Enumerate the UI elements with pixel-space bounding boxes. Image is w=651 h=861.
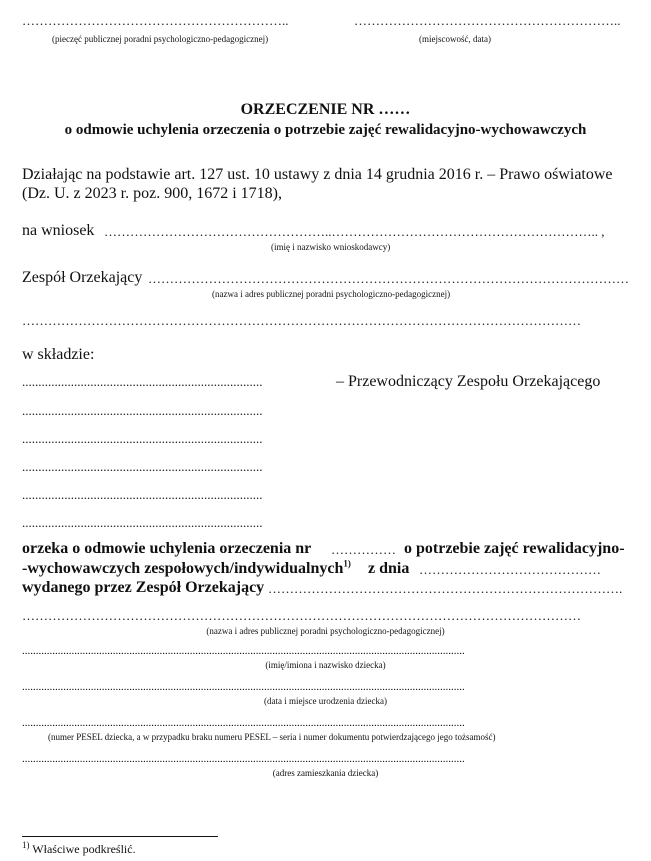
field-dots: ………………………………………………………………………………………………………………… [22, 608, 581, 623]
field-caption: (numer PESEL dziecka, a w przypadku braku numeru PESEL – seria i numer dokumentu potwierdzającego jego tożsamość) [48, 732, 496, 742]
member-dots: .......................................................................... [22, 487, 263, 502]
place-date-dots: …………………………………………………….. [354, 13, 621, 28]
footnote-text: Właściwe podkreślić. [32, 842, 136, 856]
request-label: na wniosek [22, 222, 95, 239]
member-dots: .......................................................................... [22, 515, 263, 530]
decision-line-3-a: wydanego przez Zespół Orzekający [22, 579, 265, 596]
footnote-mark: 1) [22, 840, 30, 850]
field-dots: ................................................................................................................................................................. [22, 717, 465, 729]
decision-line-1-dots: …………… [331, 542, 396, 557]
place-date-caption: (miejscowość, data) [419, 34, 491, 44]
request-caption: (imię i nazwisko wnioskodawcy) [271, 242, 391, 252]
stamp-caption: (pieczęć publicznej poradni psychologiczno-pedagogicznej) [52, 34, 269, 44]
member-dots: .......................................................................... [22, 459, 263, 474]
field-caption: (nazwa i adres publicznej poradni psychologiczno-pedagogicznej) [206, 626, 445, 636]
decision-line-1-a: orzeka o odmowie uchylenia orzeczenia nr [22, 540, 312, 557]
field-caption: (imię/imiona i nazwisko dziecka) [265, 660, 386, 670]
field-dots: ................................................................................................................................................................. [22, 681, 465, 693]
legal-basis-line-1: Działając na podstawie art. 127 ust. 10 ustawy z dnia 14 grudnia 2016 r. – Prawo oświatowe [22, 166, 613, 183]
team-label: Zespół Orzekający [22, 269, 143, 286]
field-caption: (data i miejsce urodzenia dziecka) [264, 696, 387, 706]
team-caption: (nazwa i adres publicznej poradni psychologiczno-pedagogicznej) [212, 289, 451, 299]
document-title: ORZECZENIE NR …… [240, 101, 411, 118]
decision-line-3-dots: ………………………………………………………………………. [268, 581, 623, 596]
footnote-ref: 1) [343, 558, 351, 569]
member-dots: .......................................................................... [22, 431, 263, 446]
footnote-divider [22, 836, 218, 837]
request-dots: ……………………………………………..…………………………………………………….. , [104, 224, 605, 239]
chair-dots: .......................................................................... [22, 374, 263, 389]
legal-basis-line-2: (Dz. U. z 2023 r. poz. 900, 1672 i 1718), [22, 185, 282, 202]
decision-line-2-a: -wychowawczych zespołowych/indywidualnych$^{1)}$ [22, 558, 351, 577]
decision-line-1-b: o potrzebie zajęć rewalidacyjno- [404, 540, 625, 557]
field-caption: (adres zamieszkania dziecka) [272, 768, 379, 778]
chair-role: – Przewodniczący Zespołu Orzekającego [336, 373, 601, 390]
member-dots: .......................................................................... [22, 403, 263, 418]
team-full-dots: ………………………………………………………………………………………………………………… [22, 313, 581, 328]
field-dots: ................................................................................................................................................................. [22, 645, 465, 657]
team-dots: ………………………………………………………………………………………………… [148, 271, 629, 286]
stamp-dots: …………………………………………………….. [22, 13, 289, 28]
decision-line-2-b: z dnia [368, 560, 410, 577]
composition-label: w składzie: [22, 346, 95, 363]
footnote [22, 842, 136, 857]
decision-line-2-dots: …………………………………… [419, 562, 601, 577]
field-dots: ................................................................................................................................................................. [22, 753, 465, 765]
document-subtitle: o odmowie uchylenia orzeczenia o potrzebie zajęć rewalidacyjno-wychowawczych [64, 122, 587, 138]
